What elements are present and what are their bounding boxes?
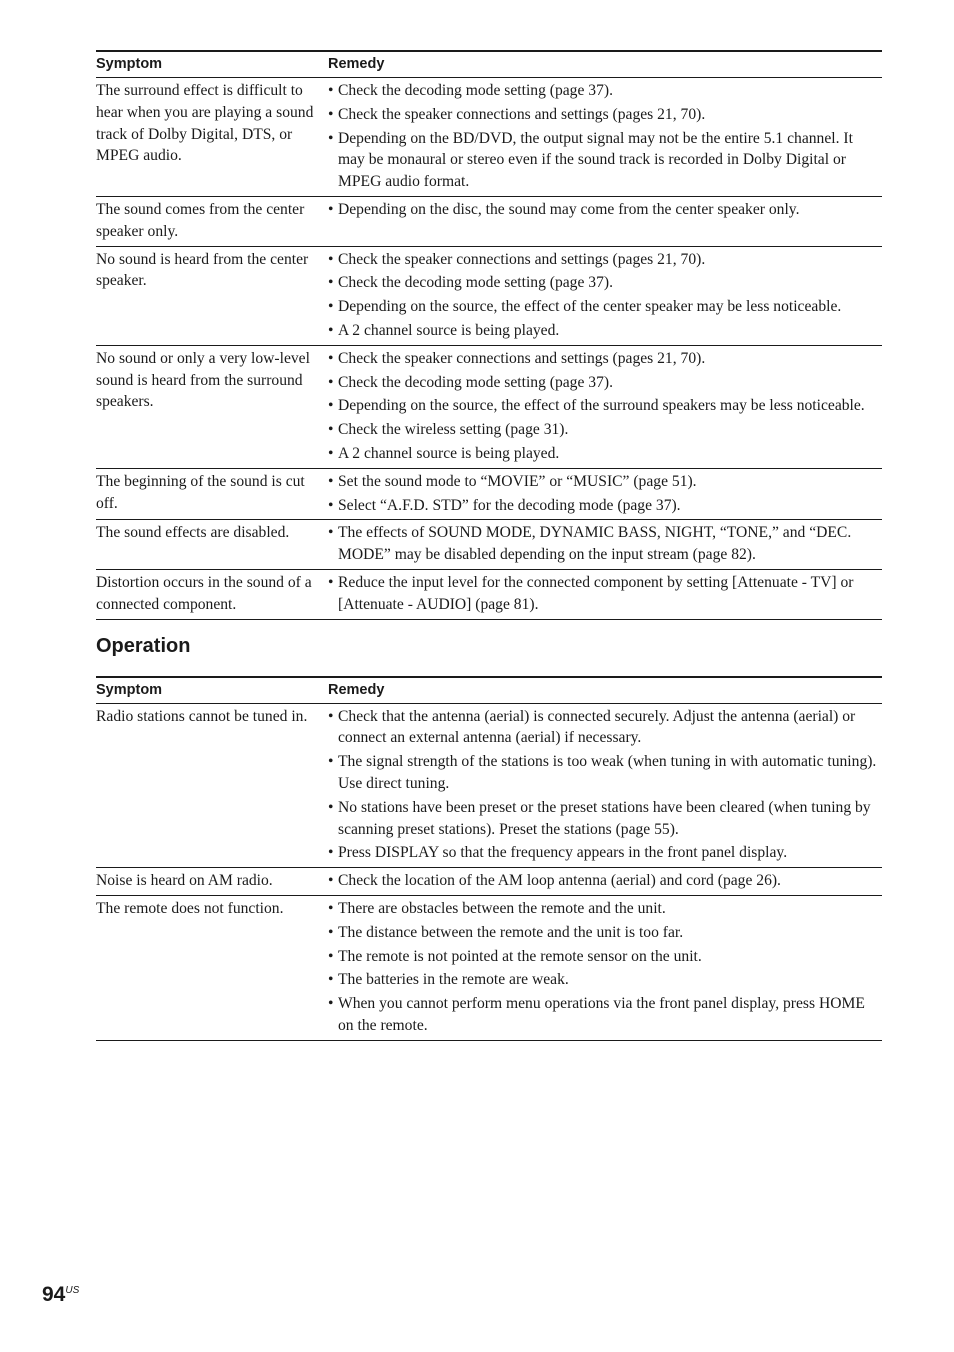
remedy-item bbox=[328, 471, 882, 493]
remedy-text: Depending on the source, the effect of the surround speakers may be less noticeable. bbox=[338, 397, 865, 415]
remedy-list bbox=[328, 898, 882, 1037]
remedy-text: The effects of SOUND MODE, DYNAMIC BASS, NIGHT, “TONE,” and “DEC. MODE” may be disabled depending on the input stream (page 82). bbox=[338, 524, 852, 564]
bullet-icon: • bbox=[328, 321, 334, 339]
table-row bbox=[96, 703, 882, 868]
remedy-text: The signal strength of the stations is too weak (when tuning in with automatic tuning). Use direct tuning. bbox=[338, 753, 877, 792]
bullet-icon: • bbox=[328, 397, 334, 415]
bullet-icon: • bbox=[328, 496, 334, 514]
remedy-list bbox=[328, 348, 882, 465]
remedy-item bbox=[328, 993, 882, 1037]
table-header-row bbox=[96, 51, 882, 78]
remedy-item bbox=[328, 946, 882, 968]
remedy-item bbox=[328, 320, 882, 342]
operation-troubleshooting-table bbox=[96, 676, 882, 1041]
bullet-icon: • bbox=[328, 798, 334, 816]
remedy-text: No stations have been preset or the preset stations have been cleared (when tuning by scanning preset stations). Preset the stations (page 55). bbox=[338, 798, 871, 838]
remedy-item bbox=[328, 372, 882, 394]
bullet-icon: • bbox=[328, 707, 334, 725]
remedy-cell bbox=[328, 895, 882, 1040]
symptom-cell: Distortion occurs in the sound of a connected component. bbox=[96, 569, 328, 619]
bullet-icon: • bbox=[328, 349, 334, 367]
remedy-text: Check the decoding mode setting (page 37). bbox=[338, 373, 613, 391]
bullet-icon: • bbox=[328, 82, 334, 99]
sound-table-body bbox=[96, 78, 882, 620]
remedy-item bbox=[328, 922, 882, 944]
remedy-item bbox=[328, 572, 882, 616]
table-row bbox=[96, 468, 882, 520]
bullet-icon: • bbox=[328, 421, 334, 439]
remedy-text: The remote is not pointed at the remote sensor on the unit. bbox=[338, 947, 702, 965]
remedy-item bbox=[328, 495, 882, 517]
remedy-text: Set the sound mode to “MOVIE” or “MUSIC” (page 51). bbox=[338, 472, 697, 490]
remedy-text: Check the decoding mode setting (page 37). bbox=[338, 274, 613, 292]
symptom-cell: The surround effect is difficult to hear when you are playing a sound track of Dolby Digital, DTS, or MPEG audio. bbox=[96, 78, 328, 197]
remedy-cell bbox=[328, 520, 882, 570]
symptom-header: Symptom bbox=[96, 677, 328, 704]
symptom-cell: The sound effects are disabled. bbox=[96, 520, 328, 570]
remedy-item bbox=[328, 348, 882, 370]
bullet-icon: • bbox=[328, 995, 334, 1013]
remedy-item bbox=[328, 80, 882, 102]
remedy-list bbox=[328, 706, 882, 865]
remedy-item bbox=[328, 870, 882, 892]
remedy-text: Check the speaker connections and settings (pages 21, 70). bbox=[338, 105, 706, 123]
remedy-cell bbox=[328, 468, 882, 520]
bullet-icon: • bbox=[328, 444, 334, 462]
table-row bbox=[96, 520, 882, 570]
remedy-item bbox=[328, 797, 882, 841]
remedy-item bbox=[328, 969, 882, 991]
table-row bbox=[96, 569, 882, 619]
remedy-cell bbox=[328, 78, 882, 197]
remedy-item bbox=[328, 249, 882, 271]
remedy-list bbox=[328, 471, 882, 517]
page-region-code: US bbox=[65, 1285, 80, 1296]
page-number-value: 94 bbox=[42, 1283, 66, 1306]
remedy-item bbox=[328, 751, 882, 795]
remedy-text: Press DISPLAY so that the frequency appears in the front panel display. bbox=[338, 844, 788, 862]
remedy-cell bbox=[328, 345, 882, 468]
page-content bbox=[96, 50, 882, 1041]
remedy-text: Check the decoding mode setting (page 37). bbox=[338, 82, 613, 99]
remedy-list bbox=[328, 80, 882, 193]
symptom-cell: No sound is heard from the center speaker. bbox=[96, 246, 328, 345]
bullet-icon: • bbox=[328, 573, 334, 591]
remedy-item bbox=[328, 272, 882, 294]
remedy-text: Check the location of the AM loop antenna (aerial) and cord (page 26). bbox=[338, 872, 781, 890]
remedy-item bbox=[328, 395, 882, 417]
remedy-item bbox=[328, 443, 882, 465]
remedy-text: Check the speaker connections and settings (pages 21, 70). bbox=[338, 250, 706, 268]
bullet-icon: • bbox=[328, 129, 334, 147]
remedy-cell bbox=[328, 196, 882, 246]
symptom-cell: Radio stations cannot be tuned in. bbox=[96, 703, 328, 868]
remedy-cell bbox=[328, 868, 882, 896]
remedy-text: A 2 channel source is being played. bbox=[338, 321, 560, 339]
bullet-icon: • bbox=[328, 250, 334, 268]
symptom-cell: The remote does not function. bbox=[96, 895, 328, 1040]
remedy-list bbox=[328, 572, 882, 616]
bullet-icon: • bbox=[328, 872, 334, 890]
remedy-text: Check the wireless setting (page 31). bbox=[338, 421, 569, 439]
remedy-list bbox=[328, 249, 882, 342]
table-row bbox=[96, 345, 882, 468]
table-row bbox=[96, 895, 882, 1040]
table-row bbox=[96, 196, 882, 246]
bullet-icon: • bbox=[328, 274, 334, 292]
bullet-icon: • bbox=[328, 298, 334, 316]
section-title: Operation bbox=[96, 634, 191, 657]
page-number bbox=[42, 1283, 79, 1307]
bullet-icon: • bbox=[328, 753, 334, 771]
symptom-header: Symptom bbox=[96, 51, 328, 78]
bullet-icon: • bbox=[328, 472, 334, 490]
remedy-text: Depending on the BD/DVD, the output signal may not be the entire 5.1 channel. It may be monaural or stereo even if the sound track is recorded in Dolby Digital or MPEG audio format. bbox=[338, 129, 853, 191]
table-row bbox=[96, 78, 882, 197]
bullet-icon: • bbox=[328, 844, 334, 862]
symptom-cell: Noise is heard on AM radio. bbox=[96, 868, 328, 896]
remedy-text: Check the speaker connections and settings (pages 21, 70). bbox=[338, 349, 706, 367]
remedy-text: Check that the antenna (aerial) is connected securely. Adjust the antenna (aerial) or connect an external antenna (aerial) if necessary. bbox=[338, 707, 856, 747]
remedy-item bbox=[328, 898, 882, 920]
bullet-icon: • bbox=[328, 373, 334, 391]
remedy-header: Remedy bbox=[328, 677, 882, 704]
remedy-text: There are obstacles between the remote and the unit. bbox=[338, 899, 666, 917]
bullet-icon: • bbox=[328, 899, 334, 917]
remedy-item bbox=[328, 419, 882, 441]
remedy-item bbox=[328, 522, 882, 566]
remedy-item bbox=[328, 104, 882, 126]
table-row bbox=[96, 868, 882, 896]
bullet-icon: • bbox=[328, 923, 334, 941]
remedy-text: Reduce the input level for the connected component by setting [Attenuate - TV] or [Attenuate - AUDIO] (page 81). bbox=[338, 573, 854, 613]
remedy-list bbox=[328, 522, 882, 566]
symptom-cell: The beginning of the sound is cut off. bbox=[96, 468, 328, 520]
remedy-list bbox=[328, 199, 882, 221]
bullet-icon: • bbox=[328, 524, 334, 542]
bullet-icon: • bbox=[328, 105, 334, 123]
bullet-icon: • bbox=[328, 971, 334, 989]
remedy-text: The batteries in the remote are weak. bbox=[338, 971, 569, 989]
remedy-text: The distance between the remote and the unit is too far. bbox=[338, 923, 684, 941]
symptom-cell: No sound or only a very low-level sound is heard from the surround speakers. bbox=[96, 345, 328, 468]
remedy-text: A 2 channel source is being played. bbox=[338, 444, 560, 462]
operation-table-body bbox=[96, 703, 882, 1040]
table-row bbox=[96, 246, 882, 345]
remedy-item bbox=[328, 199, 882, 221]
remedy-text: Depending on the disc, the sound may come from the center speaker only. bbox=[338, 200, 800, 218]
bullet-icon: • bbox=[328, 200, 334, 218]
table-header-row bbox=[96, 677, 882, 704]
remedy-item bbox=[328, 128, 882, 193]
bullet-icon: • bbox=[328, 947, 334, 965]
sound-troubleshooting-table bbox=[96, 50, 882, 620]
remedy-list bbox=[328, 870, 882, 892]
remedy-cell bbox=[328, 703, 882, 868]
remedy-header: Remedy bbox=[328, 51, 882, 78]
remedy-item bbox=[328, 842, 882, 864]
remedy-cell bbox=[328, 246, 882, 345]
remedy-item bbox=[328, 296, 882, 318]
remedy-text: Depending on the source, the effect of the center speaker may be less noticeable. bbox=[338, 298, 842, 316]
remedy-text: Select “A.F.D. STD” for the decoding mode (page 37). bbox=[338, 496, 681, 514]
remedy-text: When you cannot perform menu operations via the front panel display, press HOME on the remote. bbox=[338, 995, 865, 1034]
remedy-item bbox=[328, 706, 882, 750]
symptom-cell: The sound comes from the center speaker only. bbox=[96, 196, 328, 246]
remedy-cell bbox=[328, 569, 882, 619]
